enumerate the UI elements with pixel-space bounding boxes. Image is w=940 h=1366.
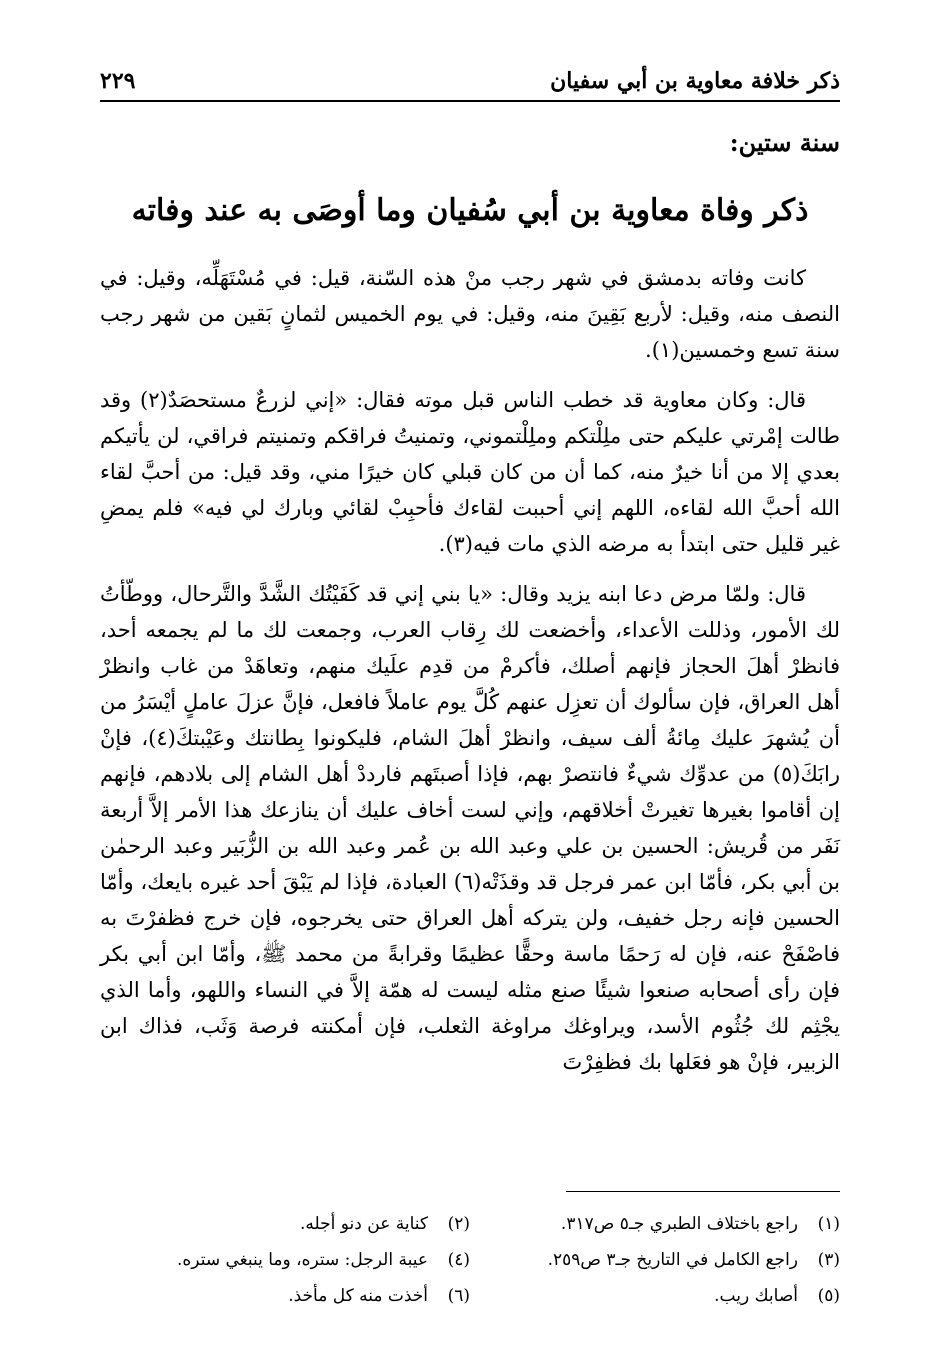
page-number: ٢٢٩ xyxy=(100,68,136,94)
footnote xyxy=(100,1278,470,1314)
paragraph: كانت وفاته بدمشق في شهر رجب منْ هذه السّنة، قيل: في مُسْتَهَلِّه، وقيل: في النصف منه، وقيل: لأربع بَقِينَ منه، وقيل: في يوم الخميس لثمانٍ بَقين من شهر رجب سنة تسع وخمسين(١). xyxy=(100,266,840,362)
footnote-row xyxy=(100,1278,840,1314)
footnote xyxy=(470,1206,840,1242)
footnote-number: (٢) xyxy=(447,1214,470,1234)
footnote xyxy=(100,1242,470,1278)
footnotes xyxy=(100,1206,840,1314)
footnote-number: (٦) xyxy=(447,1286,470,1306)
footnote-text: راجع باختلاف الطبري جـ٥ ص٣١٧. xyxy=(560,1214,798,1234)
footnote xyxy=(470,1242,840,1278)
footnote-text: عيبة الرجل: ستره، وما ينبغي ستره. xyxy=(177,1250,428,1270)
footnote-text: أصابك ريب. xyxy=(714,1286,798,1306)
footnote-row xyxy=(100,1206,840,1242)
footnote-divider xyxy=(566,1191,840,1192)
paragraph: قال: وكان معاوية قد خطب الناس قبل موته فقال: «إني لزرعٌ مستحصَدٌ(٢) وقد طالت إمْرتي عليكم حتى ملِلْتكم وملِلْتموني، وتمنيتُ فراقكم وتمنيتم فراقي، لن يأتيكم بعدي إلا من أنا خيرٌ منه، كما أن من كان قبلي كان خيرًا مني، وقد قيل: من أحبَّ لقاء الله أحبَّ الله لقاءه، اللهم إني أحببت لقاءك فأحبِبْ لقائي وبارك لي فيه» فلم يمضِ غير قليل حتى ابتدأ به مرضه الذي مات فيه(٣). xyxy=(100,388,840,556)
body-text xyxy=(100,260,840,1094)
footnote-text: أخذت منه كل مأخذ. xyxy=(288,1286,428,1306)
footnote-number: (٤) xyxy=(447,1250,470,1270)
paragraph: قال: ولمّا مرض دعا ابنه يزيد وقال: «يا بني إني قد كَفَيْتُك الشَّدَّ والتَّرحال، ووطّأتُ لك الأمور، وذللت الأعداء، وأخضعت لك رِقاب العرب، وجمعت لك ما لم يجمعه أحد، فانظرْ أهلَ الحجاز فإنهم أصلك، فأكرمْ من قدِم علَيك منهم، وتعاهَدْ من غاب وانظرْ أهل العراق، فإن سألوك أن تعزِل عنهم كُلَّ يوم عاملاً فافعل، فإنَّ عزلَ عاملٍ أيْسَرُ من أن يُشهرَ عليك مِائةُ ألف سيف، وانظرْ أهلَ الشام، فليكونوا بِطانتك وعَيْبتكَ(٤)، فإنْ رابَكَ(٥) من عدوِّك شيءٌ فانتصرْ بهم، فإذا أصبتَهم فارددْ أهل الشام إلى بلادهم، فإنهم إن أقاموا بغيرها تغيرتْ أخلاقهم، وإني لست أخاف عليك أن ينازعك هذا الأمر إلاَّ أربعة نَفَر من قُريش: الحسين بن علي وعبد الله بن عُمر وعبد الله بن الزُّبَير وعبد الرحمٰن بن أبي بكر، فأمّا ابن عمر فرجل قد وقذَتْه(٦) العبادة، فإذا لم يَبْقَ أحد غيره بايعك، وأمّا الحسين فإنه رجل خفيف، ولن يتركه أهل العراق حتى يخرجوه، فإن خرج فظفرْتَ به فاصْفَحْ عنه، فإن له رَحمًا ماسة وحقًّا عظيمًا وقرابةً من محمد ﷺ، وأمّا ابن أبي بكر فإن رأى أصحابه صنعوا شيئًا صنع مثله ليست له همّة إلاَّ في النساء واللهو، وأما الذي يجْثِم لك جُثُوم الأسد، ويراوغك مراوغة الثعلب، فإن أمكنته فرصة وَثَب، فذاك ابن الزبير، فإنْ هو فعَلها بك فظفِرْتَ xyxy=(100,582,840,1074)
footnote-number: (٥) xyxy=(817,1286,840,1306)
footnote-text: راجع الكامل في التاريخ جـ٣ ص٢٥٩. xyxy=(547,1250,798,1270)
footnote-text: كناية عن دنو أجله. xyxy=(299,1214,428,1234)
running-header xyxy=(100,66,840,102)
running-title: ذكر خلافة معاوية بن أبي سفيان xyxy=(550,68,840,94)
year-label: سنة ستين: xyxy=(729,128,840,157)
footnote-row xyxy=(100,1242,840,1278)
footnote xyxy=(470,1278,840,1314)
section-heading: ذكر وفاة معاوية بن أبي سُفيان وما أوصَى به عند وفاته xyxy=(131,193,809,228)
footnote-number: (١) xyxy=(817,1214,840,1234)
footnote xyxy=(100,1206,470,1242)
footnote-number: (٣) xyxy=(817,1250,840,1270)
